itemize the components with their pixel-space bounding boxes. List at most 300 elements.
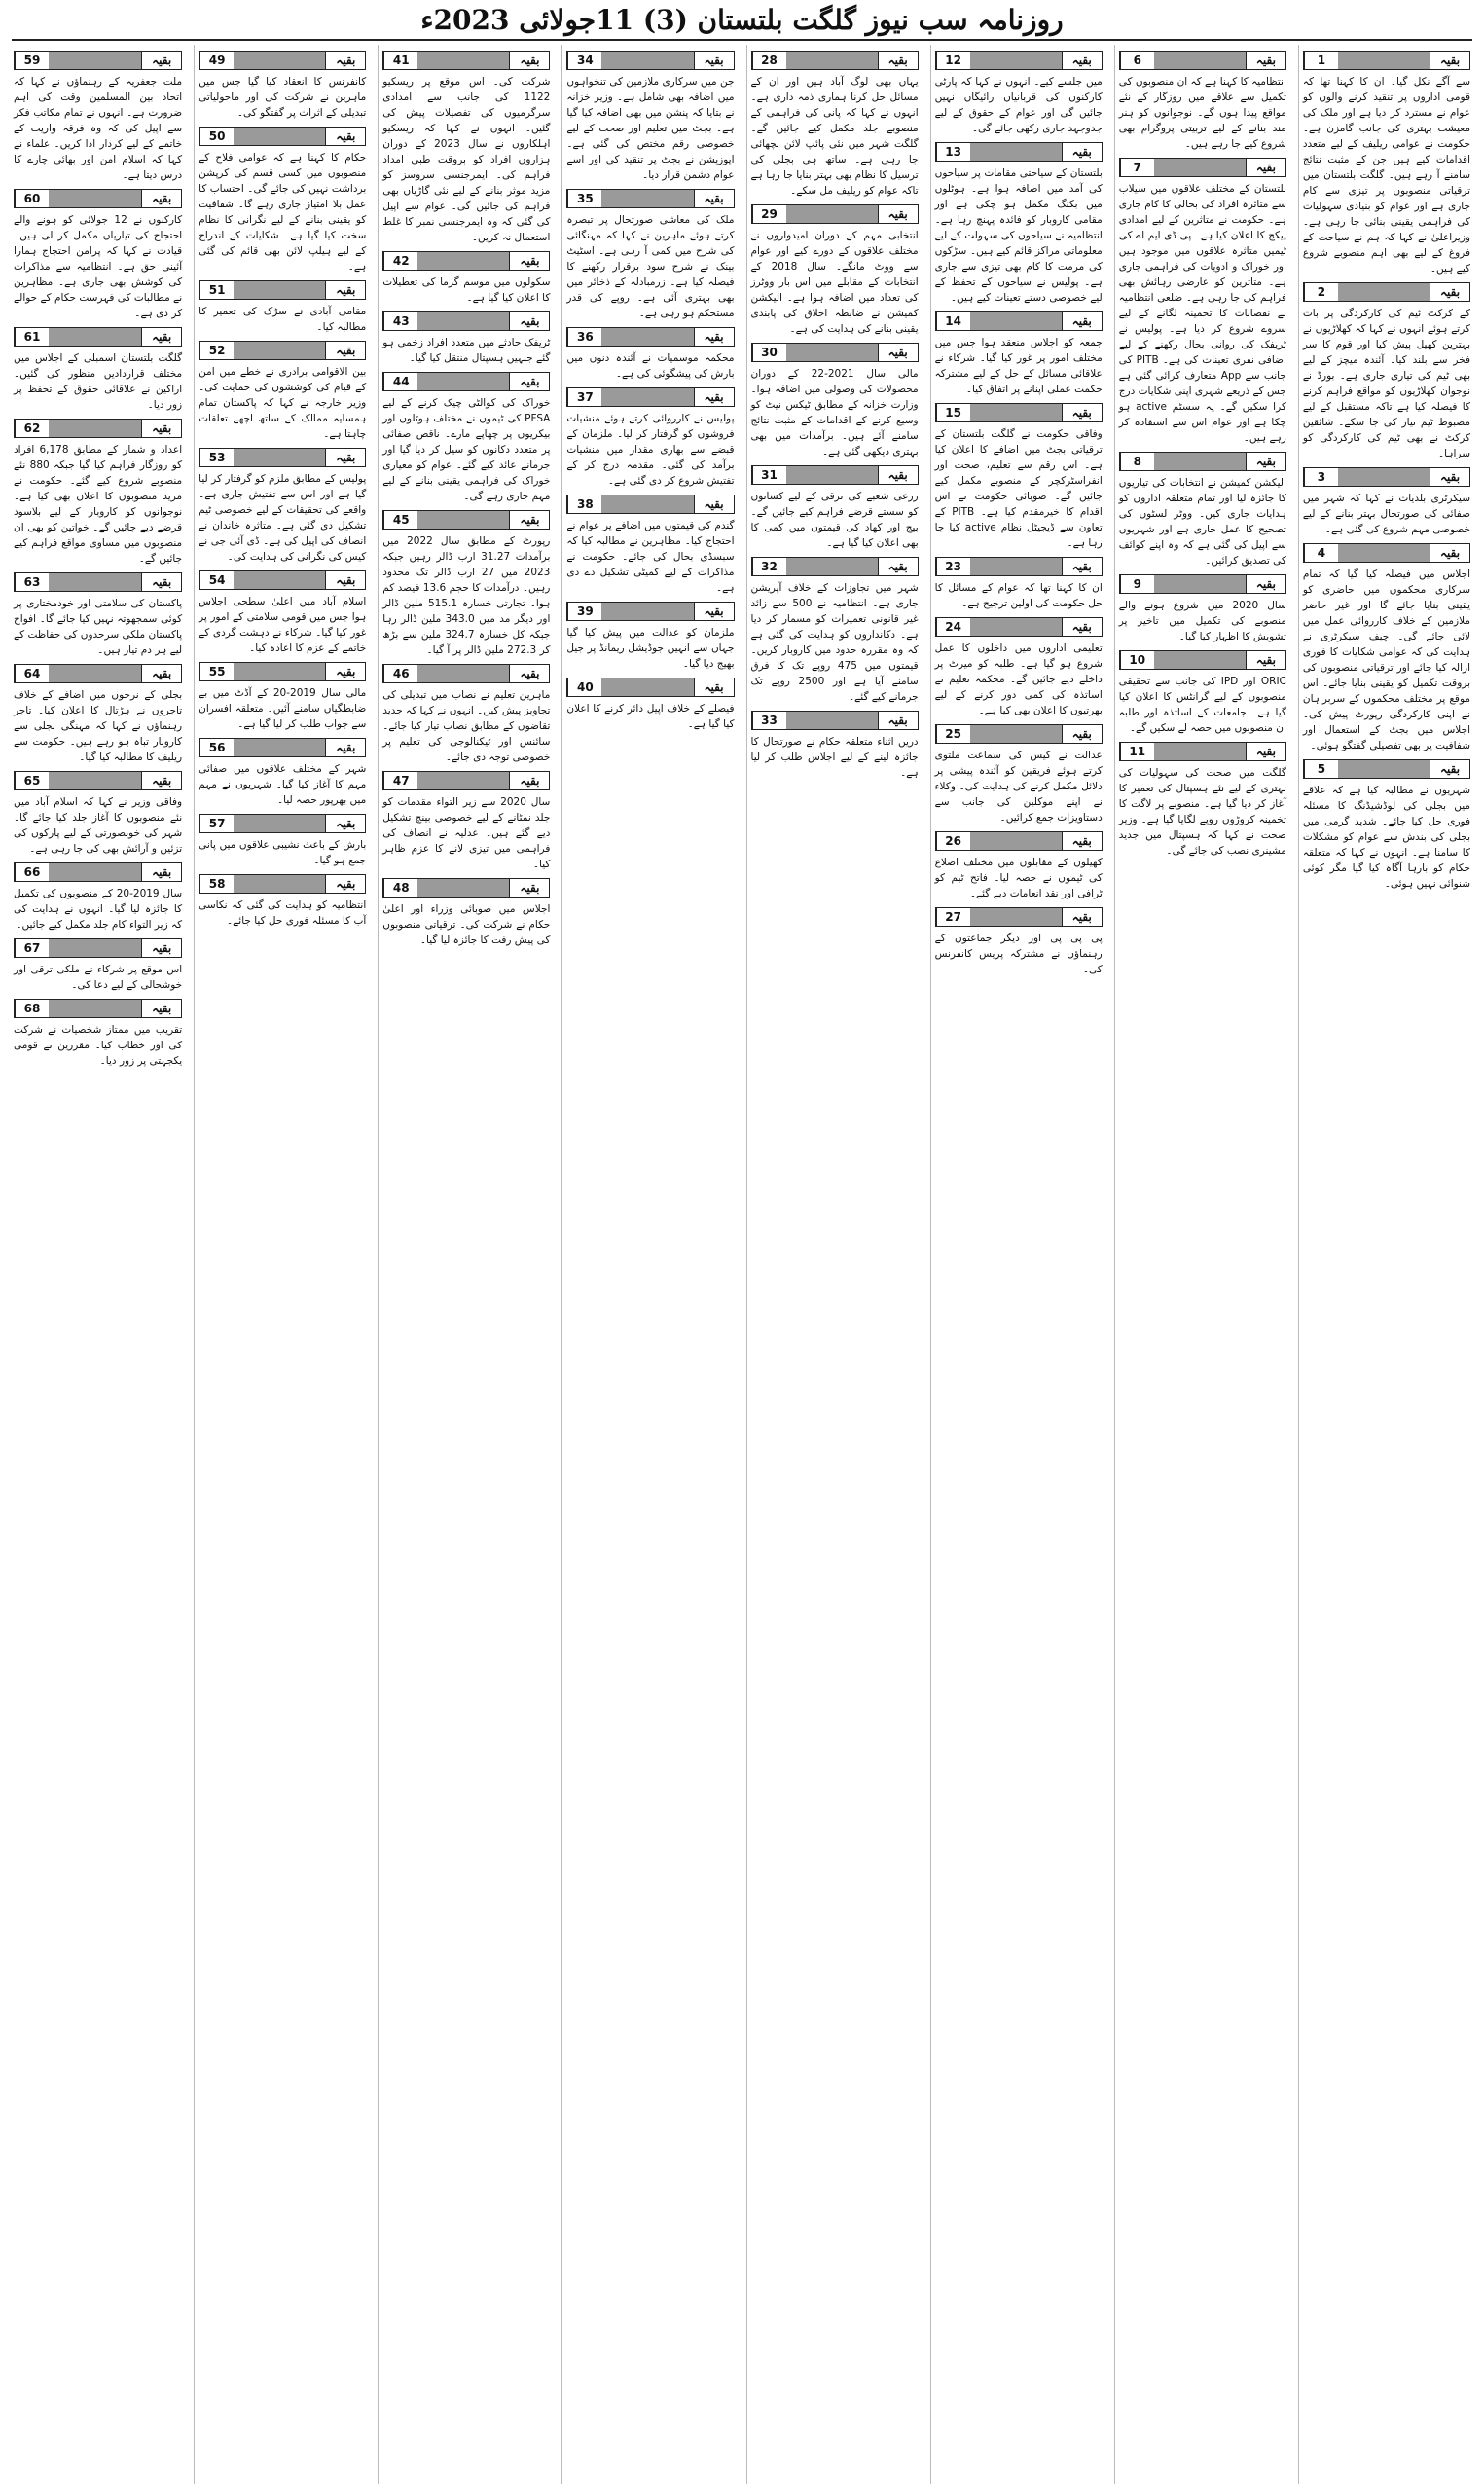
article-text: بارش کے باعث نشیبی علاقوں میں پانی جمع ہو گیا۔ <box>199 839 367 866</box>
header-shade <box>970 908 1062 926</box>
continuation-label: بقیہ <box>694 678 734 696</box>
continuation-number: 4 <box>1304 544 1338 562</box>
continuation-header <box>935 724 1103 744</box>
header-shade <box>1338 283 1430 301</box>
article-text: شرکت کی۔ اس موقع پر ریسکیو 1122 کی جانب سے امدادی سرگرمیوں کی تفصیلات پیش کی گئیں۔ انہوں نے کہا کہ ریسکیو اہلکاروں نے سال 2023 کے دوران ہزاروں افراد کو بروقت طبی امداد فراہم کی۔ ایمرجنسی سروسز کو مزید موثر بنانے کے لیے نئی گاڑیاں بھی فراہم کی جائیں گی۔ عوام سے اپیل کی گئی کہ وہ ایمرجنسی نمبر کا غلط استعمال نہ کریں۔ <box>382 76 551 243</box>
continuation-label: بقیہ <box>878 205 918 223</box>
continuation-label: بقیہ <box>509 879 549 897</box>
continuation-label: بقیہ <box>325 342 365 359</box>
continuation-number: 9 <box>1120 575 1154 593</box>
continuation-number: 65 <box>15 772 49 789</box>
continuation-label: بقیہ <box>694 388 734 406</box>
continuation-number: 32 <box>752 558 786 575</box>
header-shade <box>786 52 878 69</box>
continuation-number: 15 <box>936 404 970 421</box>
continuation-number: 45 <box>383 511 417 529</box>
header-shade <box>234 342 325 359</box>
continuation-label: بقیہ <box>325 739 365 756</box>
article-text: انتخابی مہم کے دوران امیدواروں نے مختلف علاقوں کے دورے کیے اور عوام سے ووٹ مانگے۔ سال 2018 کے انتخابات کے مقابلے میں اس بار ووٹرز کی تعداد میں اضافہ ہوا ہے۔ الیکشن کمیشن نے ضابطہ اخلاق کی پابندی یقینی بنانے کی ہدایت کی ہے۔ <box>750 230 919 335</box>
continuation-label: بقیہ <box>325 128 365 145</box>
continuation-header <box>566 387 734 407</box>
article-text: ان کا کہنا تھا کہ عوام کے مسائل کا حل حکومت کی اولین ترجیح ہے۔ <box>934 582 1103 609</box>
news-column <box>1114 45 1290 2484</box>
continuation-header <box>566 602 734 621</box>
continuation-header <box>382 771 550 790</box>
continuation-number: 62 <box>15 420 49 437</box>
news-column <box>746 45 923 2484</box>
continuation-label: بقیہ <box>141 1000 181 1017</box>
continuation-label: بقیہ <box>1246 743 1285 760</box>
continuation-label: بقیہ <box>141 665 181 682</box>
continuation-number: 54 <box>199 571 234 589</box>
continuation-label: بقیہ <box>509 511 549 529</box>
continuation-header <box>382 878 550 898</box>
header-shade <box>1338 52 1430 69</box>
article-text: کے کرکٹ ٹیم کی کارکردگی پر بات کرتے ہوئے انہوں نے کہا کہ کھلاڑیوں نے بہترین کھیل پیش کیا اور قوم کا سر فخر سے بلند کیا۔ آئندہ میچز کے لیے بھی ٹیم کی تیاری جاری ہے۔ بورڈ نے نوجوان کھلاڑیوں کو مواقع فراہم کرنے کا فیصلہ کیا ہے تاکہ مستقبل کے لیے مضبوط ٹیم تیار کی جا سکے۔ شائقین کرکٹ نے بھی ٹیم کی کارکردگی کو سراہا۔ <box>1302 308 1470 459</box>
continuation-number: 49 <box>199 52 234 69</box>
article-text: وفاقی وزیر نے کہا کہ اسلام آباد میں نئے منصوبوں کا آغاز جلد کیا جائے گا۔ شہر کی خوبصورتی کے لیے پارکوں کی تزئین و آرائش بھی کی جا رہی ہے۔ <box>14 796 183 855</box>
article-text: مالی سال 2019-20 کے آڈٹ میں بے ضابطگیاں سامنے آئیں۔ متعلقہ افسران سے جواب طلب کر لیا گیا ہے۔ <box>199 687 367 730</box>
header-shade <box>601 603 693 620</box>
continuation-number: 23 <box>936 558 970 575</box>
article-text: پولیس کے مطابق ملزم کو گرفتار کر لیا گیا ہے اور اس سے تفتیش جاری ہے۔ واقعے کی تحقیقات کے لیے خصوصی ٹیم تشکیل دی گئی ہے۔ متاثرہ خاندان نے انصاف کی اپیل کی ہے۔ ڈی آئی جی نے کیس کی نگرانی کی ہدایت کی۔ <box>199 473 367 563</box>
header-shade <box>234 571 325 589</box>
continuation-label: بقیہ <box>1430 283 1469 301</box>
continuation-header <box>751 557 919 576</box>
article-text: بلتستان کے مختلف علاقوں میں سیلاب سے متاثرہ افراد کی بحالی کا کام جاری ہے۔ حکومت نے متاثرین کے لیے امدادی پیکج کا اعلان کیا ہے۔ پی ڈی ایم اے کی ٹیمیں متاثرہ علاقوں میں موجود ہیں اور خوراک و ادویات کی فراہمی جاری ہے۔ متاثرین کو عارضی رہائش بھی فراہم کی جا رہی ہے۔ ضلعی انتظامیہ نے نقصانات کا تخمینہ لگانے کے لیے سروے شروع کر دیا ہے۔ پولیس نے ٹریفک کی روانی بحال رکھنے کے لیے اضافی نفری تعینات کی ہے۔ PITB کی جانب سے App متعارف کرائی گئی ہے جس کے ذریعے شہری اپنی شکایات درج کرا سکیں گے۔ یہ سسٹم active ہو چکا ہے اور عوام اس سے استفادہ کر رہے ہیں۔ <box>1118 183 1286 444</box>
article-text: ملت جعفریہ کے رہنماؤں نے کہا کہ اتحاد بین المسلمین وقت کی اہم ضرورت ہے۔ انہوں نے تمام مکاتب فکر سے اپیل کی کہ وہ فرقہ واریت کے خاتمے کے لیے کردار ادا کریں۔ علماء نے کہا کہ اسلام امن اور بھائی چارے کا درس دیتا ہے۔ <box>14 76 183 181</box>
continuation-header <box>935 831 1103 851</box>
news-column <box>930 45 1106 2484</box>
article-text: حکام کا کہنا ہے کہ عوامی فلاح کے منصوبوں میں کسی قسم کی کرپشن برداشت نہیں کی جائے گی۔ احتساب کا عمل بلا امتیاز جاری رہے گا۔ شفافیت کو یقینی بنانے کے لیے نگرانی کا نظام سخت کیا گیا ہے۔ شکایات کے اندراج کے لیے ہیلپ لائن بھی قائم کی گئی ہے۔ <box>199 152 367 273</box>
continuation-number: 25 <box>936 725 970 743</box>
article-text: وفاقی حکومت نے گلگت بلتستان کے ترقیاتی بجٹ میں اضافے کا اعلان کیا ہے۔ اس رقم سے تعلیم، صحت اور انفراسٹرکچر کے منصوبے مکمل کیے جائیں گے۔ صوبائی حکومت نے اس اقدام کا خیرمقدم کیا ہے۔ PITB کے تعاون سے ڈیجیٹل نظام active کیا جا رہا ہے۔ <box>934 428 1103 549</box>
continuation-header <box>1119 742 1286 761</box>
continuation-label: بقیہ <box>325 281 365 299</box>
continuation-number: 31 <box>752 466 786 484</box>
header-shade <box>601 52 693 69</box>
continuation-label: بقیہ <box>878 558 918 575</box>
header-shade <box>234 281 325 299</box>
article-text: ٹریفک حادثے میں متعدد افراد زخمی ہو گئے جنہیں ہسپتال منتقل کیا گیا۔ <box>382 337 551 364</box>
continuation-number: 64 <box>15 665 49 682</box>
continuation-header <box>382 251 550 271</box>
continuation-label: بقیہ <box>878 466 918 484</box>
article-text: سال 2019-20 کے منصوبوں کی تکمیل کا جائزہ لیا گیا۔ انہوں نے ہدایت کی کہ زیر التواء کام جلد مکمل کیے جائیں۔ <box>14 888 183 931</box>
continuation-number: 38 <box>567 495 601 513</box>
header-shade <box>970 52 1062 69</box>
header-shade <box>234 739 325 756</box>
continuation-label: بقیہ <box>509 312 549 330</box>
article-text: شہر میں تجاوزات کے خلاف آپریشن جاری ہے۔ انتظامیہ نے 500 سے زائد غیر قانونی تعمیرات کو مسمار کر دیا ہے۔ دکانداروں کو ہدایت کی گئی ہے کہ وہ مقررہ حدود میں کاروبار کریں۔ قیمتوں میں 475 روپے تک کا فرق سامنے آیا ہے اور 2500 روپے تک جرمانے کیے گئے۔ <box>750 582 919 703</box>
article-text: فیصلے کے خلاف اپیل دائر کرنے کا اعلان کیا گیا ہے۔ <box>566 703 735 730</box>
continuation-header <box>751 343 919 362</box>
article-text: میں جلسے کیے۔ انہوں نے کہا کہ پارٹی کارکنوں کی قربانیاں رائیگاں نہیں جائیں گی اور عوام کے حقوق کے لیے جدوجہد جاری رکھی جائے گی۔ <box>934 76 1103 134</box>
continuation-label: بقیہ <box>694 495 734 513</box>
continuation-label: بقیہ <box>141 863 181 881</box>
continuation-header <box>1303 51 1470 70</box>
masthead: روزنامہ سب نیوز گلگت بلتستان (3) 11جولائی 2023ء <box>420 3 1064 36</box>
article-text: ملک کی معاشی صورتحال پر تبصرہ کرتے ہوئے ماہرین نے کہا کہ مہنگائی کی شرح میں کمی آ رہی ہے۔ اسٹیٹ بینک نے شرح سود برقرار رکھنے کا فیصلہ کیا ہے۔ زرمبادلہ کے ذخائر میں بھی بہتری آئی ہے۔ روپے کی قدر مستحکم ہو رہی ہے۔ <box>566 214 735 319</box>
header-shade <box>234 663 325 680</box>
article-text: مالی سال 2021-22 کے دوران محصولات کی وصولی میں اضافہ ہوا۔ وزارت خزانہ کے مطابق ٹیکس نیٹ کو وسیع کرنے کے اقدامات کے مثبت نتائج سامنے آئے ہیں۔ برآمدات میں بھی بہتری دیکھی گئی ہے۔ <box>750 368 919 458</box>
news-column <box>378 45 554 2484</box>
continuation-number: 51 <box>199 281 234 299</box>
continuation-label: بقیہ <box>878 712 918 729</box>
continuation-header <box>566 51 734 70</box>
continuation-header <box>382 664 550 683</box>
continuation-number: 28 <box>752 52 786 69</box>
article-text: رپورٹ کے مطابق سال 2022 میں برآمدات 31.27 ارب ڈالر رہیں جبکہ 2023 میں 27 ارب ڈالر تک محدود رہیں۔ درآمدات کا حجم 13.6 فیصد کم ہوا۔ تجارتی خسارہ 515.1 ملین ڈالر اور دیگر مد میں 343.0 ملین ڈالر رہا جبکہ کل خسارہ 324.7 ملین سے بڑھ کر 272.3 ملین ڈالر پر آ گیا۔ <box>382 535 551 656</box>
header-shade <box>49 1000 141 1017</box>
continuation-header <box>199 127 366 146</box>
header-shade <box>1338 468 1430 486</box>
article-text: گلگت بلتستان اسمبلی کے اجلاس میں مختلف قراردادیں منظور کی گئیں۔ اراکین نے علاقائی حقوق کے تحفظ پر زور دیا۔ <box>14 352 183 411</box>
continuation-header <box>1119 158 1286 177</box>
continuation-header <box>935 403 1103 422</box>
header-shade <box>970 618 1062 636</box>
continuation-label: بقیہ <box>1062 725 1102 743</box>
continuation-header <box>935 617 1103 637</box>
article-text: محکمہ موسمیات نے آئندہ دنوں میں بارش کی پیشگوئی کی ہے۔ <box>566 352 735 380</box>
continuation-number: 27 <box>936 908 970 926</box>
continuation-label: بقیہ <box>141 772 181 789</box>
continuation-number: 58 <box>199 875 234 893</box>
continuation-number: 60 <box>15 190 49 207</box>
continuation-header <box>751 51 919 70</box>
header-shade <box>1154 52 1246 69</box>
continuation-number: 44 <box>383 373 417 390</box>
continuation-label: بقیہ <box>325 875 365 893</box>
continuation-header <box>1303 759 1470 779</box>
masthead-rule <box>12 39 1472 41</box>
continuation-number: 8 <box>1120 453 1154 470</box>
continuation-header <box>1119 51 1286 70</box>
article-text: پی پی پی اور دیگر جماعتوں کے رہنماؤں نے مشترکہ پریس کانفرنس کی۔ <box>934 933 1103 975</box>
continuation-number: 56 <box>199 739 234 756</box>
header-shade <box>417 511 509 529</box>
header-shade <box>49 939 141 957</box>
article-text: بین الاقوامی برادری نے خطے میں امن کے قیام کی کوششوں کی حمایت کی۔ وزیر خارجہ نے کہا کہ پاکستان تمام ہمسایہ ممالک کے ساتھ اچھے تعلقات چاہتا ہے۔ <box>199 366 367 440</box>
header-shade <box>601 328 693 346</box>
continuation-label: بقیہ <box>509 373 549 390</box>
continuation-label: بقیہ <box>141 328 181 346</box>
continuation-label: بقیہ <box>325 52 365 69</box>
header-shade <box>601 495 693 513</box>
continuation-header <box>566 189 734 208</box>
continuation-label: بقیہ <box>1062 908 1102 926</box>
continuation-number: 50 <box>199 128 234 145</box>
continuation-header <box>14 999 182 1018</box>
continuation-header <box>14 664 182 683</box>
header-shade <box>49 863 141 881</box>
header-shade <box>786 558 878 575</box>
continuation-label: بقیہ <box>1062 832 1102 850</box>
continuation-number: 43 <box>383 312 417 330</box>
continuation-number: 48 <box>383 879 417 897</box>
continuation-number: 6 <box>1120 52 1154 69</box>
article-text: انتظامیہ کا کہنا ہے کہ ان منصوبوں کی تکمیل سے علاقے میں روزگار کے نئے مواقع پیدا ہوں گے۔ نوجوانوں کو ہنر مند بنانے کے لیے تربیتی پروگرام بھی شروع کیے جا رہے ہیں۔ <box>1118 76 1286 150</box>
article-text: سال 2020 میں شروع ہونے والے منصوبے کی تکمیل میں تاخیر پر تشویش کا اظہار کیا گیا۔ <box>1118 600 1286 642</box>
article-text: شہر کے مختلف علاقوں میں صفائی مہم کا آغاز کیا گیا۔ شہریوں نے مہم میں بھرپور حصہ لیا۔ <box>199 763 367 806</box>
continuation-header <box>382 312 550 331</box>
header-shade <box>601 388 693 406</box>
header-shade <box>417 252 509 270</box>
continuation-label: بقیہ <box>878 344 918 361</box>
header-shade <box>417 772 509 789</box>
continuation-label: بقیہ <box>509 665 549 682</box>
article-text: گندم کی قیمتوں میں اضافے پر عوام نے احتجاج کیا۔ مظاہرین نے مطالبہ کیا کہ سبسڈی بحال کی جائے۔ حکومت نے مذاکرات کے لیے کمیٹی تشکیل دے دی ہے۔ <box>566 520 735 594</box>
header-shade <box>234 875 325 893</box>
continuation-number: 59 <box>15 52 49 69</box>
article-text: جن میں سرکاری ملازمین کی تنخواہوں میں اضافہ بھی شامل ہے۔ وزیر خزانہ نے بتایا کہ پنشن میں بھی اضافہ کیا گیا ہے۔ بجٹ میں تعلیم اور صحت کے لیے خصوصی رقم مختص کی گئی ہے۔ اپوزیشن نے بجٹ پر تنقید کی اور اسے عوام دشمن قرار دیا۔ <box>566 76 735 181</box>
article-text: اسلام آباد میں اعلیٰ سطحی اجلاس ہوا جس میں قومی سلامتی کے امور پر غور کیا گیا۔ شرکاء نے دہشت گردی کے خاتمے کے عزم کا اعادہ کیا۔ <box>199 596 367 654</box>
continuation-header <box>14 327 182 347</box>
continuation-header <box>199 448 366 467</box>
continuation-number: 14 <box>936 312 970 330</box>
header-shade <box>1154 651 1246 669</box>
header-shade <box>417 373 509 390</box>
continuation-header <box>1119 452 1286 471</box>
continuation-label: بقیہ <box>325 815 365 832</box>
continuation-label: بقیہ <box>1246 52 1285 69</box>
continuation-number: 35 <box>567 190 601 207</box>
header-shade <box>49 52 141 69</box>
continuation-number: 53 <box>199 449 234 466</box>
continuation-number: 3 <box>1304 468 1338 486</box>
article-text: جمعہ کو اجلاس منعقد ہوا جس میں مختلف امور پر غور کیا گیا۔ شرکاء نے علاقائی مسائل کے حل کے لیے مشترکہ حکمت عملی اپنانے پر اتفاق کیا۔ <box>934 337 1103 395</box>
continuation-number: 63 <box>15 573 49 591</box>
continuation-number: 36 <box>567 328 601 346</box>
continuation-number: 11 <box>1120 743 1154 760</box>
article-text: سال 2020 سے زیر التواء مقدمات کو جلد نمٹانے کے لیے خصوصی بینچ تشکیل دیے گئے ہیں۔ عدلیہ نے انصاف کی فراہمی میں تیزی لانے کا عزم ظاہر کیا۔ <box>382 796 551 870</box>
continuation-header <box>199 814 366 833</box>
header-shade <box>417 879 509 897</box>
header-shade <box>1154 159 1246 176</box>
continuation-header <box>14 572 182 592</box>
header-shade <box>49 665 141 682</box>
header-shade <box>49 420 141 437</box>
continuation-label: بقیہ <box>1062 618 1102 636</box>
article-text: سیکرٹری بلدیات نے کہا کہ شہر میں صفائی کی صورتحال بہتر بنانے کے لیے خصوصی مہم شروع کی گئی ہے۔ <box>1302 493 1470 535</box>
continuation-number: 12 <box>936 52 970 69</box>
header-shade <box>234 52 325 69</box>
continuation-number: 34 <box>567 52 601 69</box>
continuation-number: 40 <box>567 678 601 696</box>
continuation-label: بقیہ <box>1062 143 1102 161</box>
header-shade <box>234 815 325 832</box>
header-shade <box>1154 743 1246 760</box>
continuation-label: بقیہ <box>325 571 365 589</box>
header-shade <box>786 466 878 484</box>
continuation-label: بقیہ <box>1062 558 1102 575</box>
news-column <box>194 45 370 2484</box>
article-text: عدالت نے کیس کی سماعت ملتوی کرتے ہوئے فریقین کو آئندہ پیشی پر دلائل مکمل کرنے کی ہدایت کی۔ وکلاء نے اپنے موکلین کی جانب سے دستاویزات جمع کرائیں۔ <box>934 750 1103 824</box>
continuation-label: بقیہ <box>141 939 181 957</box>
continuation-number: 30 <box>752 344 786 361</box>
continuation-number: 57 <box>199 815 234 832</box>
continuation-number: 39 <box>567 603 601 620</box>
continuation-header <box>14 51 182 70</box>
header-shade <box>49 573 141 591</box>
header-shade <box>1154 575 1246 593</box>
continuation-label: بقیہ <box>1246 575 1285 593</box>
continuation-label: بقیہ <box>1246 651 1285 669</box>
header-shade <box>49 190 141 207</box>
continuation-header <box>382 372 550 391</box>
continuation-header <box>199 738 366 757</box>
continuation-number: 10 <box>1120 651 1154 669</box>
continuation-label: بقیہ <box>1430 544 1469 562</box>
article-text: کارکنوں نے 12 جولائی کو ہونے والے احتجاج کی تیاریاں مکمل کر لی ہیں۔ قیادت نے کہا کہ پرامن احتجاج ہمارا آئینی حق ہے۔ انتظامیہ سے مذاکرات کی کوشش بھی جاری ہے۔ مظاہرین نے مطالبات کی فہرست حکام کے حوالے کر دی ہے۔ <box>13 214 183 319</box>
continuation-number: 24 <box>936 618 970 636</box>
continuation-label: بقیہ <box>694 190 734 207</box>
continuation-number: 41 <box>383 52 417 69</box>
continuation-header <box>1119 650 1286 670</box>
continuation-header <box>751 465 919 485</box>
continuation-header <box>566 327 734 347</box>
continuation-header <box>14 938 182 958</box>
article-text: بلتستان کے سیاحتی مقامات پر سیاحوں کی آمد میں اضافہ ہوا ہے۔ ہوٹلوں میں بکنگ مکمل ہو چکی ہے اور مقامی کاروبار کو فائدہ پہنچ رہا ہے۔ انتظامیہ نے سیاحوں کی سہولت کے لیے معلوماتی مراکز قائم کیے ہیں۔ سڑکوں کی مرمت کا کام بھی تیزی سے جاری ہے۔ پولیس نے سیاحوں کے تحفظ کے لیے خصوصی دستے تعینات کیے ہیں۔ <box>934 167 1103 304</box>
continuation-number: 46 <box>383 665 417 682</box>
header-shade <box>234 128 325 145</box>
continuation-header <box>199 570 366 590</box>
continuation-header <box>199 662 366 681</box>
article-text: انتظامیہ کو ہدایت کی گئی کہ نکاسی آب کا مسئلہ فوری حل کیا جائے۔ <box>199 899 367 927</box>
header-shade <box>786 344 878 361</box>
news-column <box>1298 45 1474 2484</box>
continuation-number: 7 <box>1120 159 1154 176</box>
continuation-header <box>199 280 366 300</box>
header-shade <box>786 712 878 729</box>
article-text: بجلی کے نرخوں میں اضافے کے خلاف تاجروں نے ہڑتال کا اعلان کیا۔ تاجر رہنماؤں نے کہا کہ مہنگی بجلی سے کاروبار تباہ ہو رہے ہیں۔ حکومت سے ریلیف کا مطالبہ کیا گیا۔ <box>14 689 183 763</box>
continuation-label: بقیہ <box>1430 760 1469 778</box>
header-shade <box>970 725 1062 743</box>
article-text: سکولوں میں موسم گرما کی تعطیلات کا اعلان کیا گیا ہے۔ <box>382 276 551 304</box>
continuation-label: بقیہ <box>141 573 181 591</box>
continuation-number: 2 <box>1304 283 1338 301</box>
article-text: ماہرین تعلیم نے نصاب میں تبدیلی کی تجاویز پیش کیں۔ انہوں نے کہا کہ جدید تقاضوں کے مطابق نصاب تیار کیا جائے۔ سائنس اور ٹیکنالوجی کی تعلیم پر خصوصی توجہ دی جائے۔ <box>382 689 551 763</box>
continuation-header <box>566 495 734 514</box>
continuation-header <box>14 862 182 882</box>
continuation-header <box>382 51 550 70</box>
article-text: یہاں بھی لوگ آباد ہیں اور ان کے مسائل حل کرنا ہماری ذمہ داری ہے۔ انہوں نے کہا کہ پانی کی فراہمی کے منصوبے جلد مکمل کیے جائیں گے۔ گلگت شہر میں نئی پائپ لائن بچھائی جا رہی ہے۔ ساتھ ہی بجلی کی ترسیل کا نظام بھی بہتر بنایا جا رہا ہے تاکہ عوام کو ریلیف مل سکے۔ <box>750 76 919 197</box>
continuation-label: بقیہ <box>1062 52 1102 69</box>
continuation-label: بقیہ <box>1246 159 1285 176</box>
continuation-header <box>935 312 1103 331</box>
header-shade <box>786 205 878 223</box>
continuation-header <box>935 557 1103 576</box>
header-shade <box>417 312 509 330</box>
continuation-label: بقیہ <box>1430 52 1469 69</box>
header-shade <box>417 52 509 69</box>
article-text: ORIC اور IPD کی جانب سے تحقیقی منصوبوں کے لیے گرانٹس کا اعلان کیا گیا ہے۔ جامعات کے اساتذہ اور طلبہ ان منصوبوں میں حصہ لے سکیں گے۔ <box>1118 676 1286 734</box>
continuation-number: 67 <box>15 939 49 957</box>
continuation-header <box>935 51 1103 70</box>
article-text: گلگت میں صحت کی سہولیات کی بہتری کے لیے نئے ہسپتال کی تعمیر کا آغاز کر دیا گیا ہے۔ منصوبے پر لاگت کا تخمینہ کروڑوں روپے لگایا گیا ہے۔ وزیر صحت نے کہا کہ ہسپتال میں جدید مشینری نصب کی جائے گی۔ <box>1118 767 1286 857</box>
article-text: خوراک کی کوالٹی چیک کرنے کے لیے PFSA کی ٹیموں نے مختلف ہوٹلوں اور بیکریوں پر چھاپے مارے۔ ناقص صفائی پر متعدد دکانوں کو سیل کر دیا گیا اور جرمانے عائد کیے گئے۔ عوام کو معیاری خوراک کی فراہمی یقینی بنانے کے لیے مہم جاری رہے گی۔ <box>382 397 551 502</box>
continuation-number: 33 <box>752 712 786 729</box>
header-shade <box>970 832 1062 850</box>
article-text: کھیلوں کے مقابلوں میں مختلف اضلاع کی ٹیموں نے حصہ لیا۔ فاتح ٹیم کو ٹرافی اور نقد انعامات دیے گئے۔ <box>934 857 1103 899</box>
continuation-number: 5 <box>1304 760 1338 778</box>
continuation-label: بقیہ <box>141 420 181 437</box>
continuation-header <box>751 204 919 224</box>
article-text: اجلاس میں فیصلہ کیا گیا کہ تمام سرکاری محکموں میں حاضری کو یقینی بنایا جائے گا اور غیر حاضر ملازمین کے خلاف کارروائی عمل میں لائی جائے گی۔ چیف سیکرٹری نے ہدایت کی کہ عوامی شکایات کا فوری ازالہ کیا جائے اور ترقیاتی منصوبوں کی بروقت تکمیل کو یقینی بنایا جائے۔ اس موقع پر مختلف محکموں کے سربراہان نے اپنی کارکردگی رپورٹ پیش کی۔ اجلاس میں بجٹ کے استعمال اور شفافیت پر بھی تفصیلی گفتگو ہوئی۔ <box>1302 568 1470 751</box>
continuation-header <box>1119 574 1286 594</box>
continuation-number: 37 <box>567 388 601 406</box>
continuation-number: 68 <box>15 1000 49 1017</box>
article-text: اعداد و شمار کے مطابق 6,178 افراد کو روزگار فراہم کیا گیا جبکہ 880 نئے منصوبے شروع کیے گئے۔ حکومت نے مزید منصوبوں کا اعلان بھی کیا ہے۔ نوجوانوں کو کاروبار کے لیے بلاسود قرضے دیے جائیں گے۔ خواتین کو بھی ان منصوبوں میں مساوی مواقع فراہم کیے جائیں گے۔ <box>14 444 183 565</box>
continuation-label: بقیہ <box>325 663 365 680</box>
header-shade <box>1154 453 1246 470</box>
continuation-number: 29 <box>752 205 786 223</box>
article-text: دریں اثناء متعلقہ حکام نے صورتحال کا جائزہ لینے کے لیے اجلاس طلب کر لیا ہے۔ <box>750 736 919 779</box>
news-column <box>561 45 738 2484</box>
article-text: تعلیمی اداروں میں داخلوں کا عمل شروع ہو گیا ہے۔ طلبہ کو میرٹ پر داخلے دیے جائیں گے۔ محکمہ تعلیم نے اساتذہ کی کمی دور کرنے کے لیے بھرتیوں کا اعلان بھی کیا ہے۔ <box>934 642 1103 716</box>
continuation-number: 52 <box>199 342 234 359</box>
continuation-number: 13 <box>936 143 970 161</box>
continuation-header <box>14 189 182 208</box>
article-text: زرعی شعبے کی ترقی کے لیے کسانوں کو سستے قرضے فراہم کیے جائیں گے۔ بیج اور کھاد کی قیمتوں میں کمی کا بھی اعلان کیا گیا ہے۔ <box>750 491 919 549</box>
header-shade <box>601 190 693 207</box>
continuation-label: بقیہ <box>1062 404 1102 421</box>
continuation-label: بقیہ <box>694 52 734 69</box>
header-shade <box>970 404 1062 421</box>
header-shade <box>49 772 141 789</box>
continuation-label: بقیہ <box>509 772 549 789</box>
header-shade <box>1338 544 1430 562</box>
article-text: سے آگے نکل گیا۔ ان کا کہنا تھا کہ قومی اداروں پر تنقید کرنے والوں کو عوام نے مسترد کر دیا ہے اور ملک کی معیشت بہتری کی جانب گامزن ہے۔ حکومت نے عوامی ریلیف کے لیے متعدد اقدامات کیے ہیں جن کے مثبت نتائج سامنے آ رہے ہیں۔ گلگت بلتستان میں ترقیاتی منصوبوں پر تیزی سے کام جاری ہے اور عوام کو بنیادی سہولیات کی فراہمی یقینی بنائی جا رہی ہے۔ وزیراعلیٰ نے کہا کہ ہم نے سیاحت کے فروغ کے لیے بھی اہم منصوبے شروع کیے ہیں۔ <box>1302 76 1470 275</box>
continuation-header <box>382 510 550 530</box>
continuation-number: 55 <box>199 663 234 680</box>
header-shade <box>970 312 1062 330</box>
continuation-number: 26 <box>936 832 970 850</box>
article-text: کانفرنس کا انعقاد کیا گیا جس میں ماہرین نے شرکت کی اور ماحولیاتی تبدیلی کے اثرات پر گفتگو کی۔ <box>199 76 367 119</box>
header-shade <box>970 143 1062 161</box>
continuation-label: بقیہ <box>694 603 734 620</box>
article-text: اس موقع پر شرکاء نے ملکی ترقی اور خوشحالی کے لیے دعا کی۔ <box>14 964 183 991</box>
article-text: پاکستان کی سلامتی اور خودمختاری پر کوئی سمجھوتہ نہیں کیا جائے گا۔ افواج پاکستان ملکی سرحدوں کی حفاظت کے لیے ہر دم تیار ہیں۔ <box>14 598 183 656</box>
header-shade <box>234 449 325 466</box>
continuation-number: 42 <box>383 252 417 270</box>
continuation-label: بقیہ <box>1062 312 1102 330</box>
continuation-number: 1 <box>1304 52 1338 69</box>
continuation-number: 66 <box>15 863 49 881</box>
continuation-label: بقیہ <box>141 52 181 69</box>
continuation-number: 61 <box>15 328 49 346</box>
article-text: تقریب میں ممتاز شخصیات نے شرکت کی اور خطاب کیا۔ مقررین نے قومی یکجہتی پر زور دیا۔ <box>14 1024 183 1067</box>
continuation-header <box>751 711 919 730</box>
continuation-header <box>1303 467 1470 487</box>
continuation-label: بقیہ <box>325 449 365 466</box>
continuation-label: بقیہ <box>141 190 181 207</box>
continuation-label: بقیہ <box>878 52 918 69</box>
continuation-header <box>1303 282 1470 302</box>
header-shade <box>417 665 509 682</box>
continuation-header <box>935 907 1103 927</box>
article-text: مقامی آبادی نے سڑک کی تعمیر کا مطالبہ کیا۔ <box>199 306 367 333</box>
continuation-label: بقیہ <box>509 252 549 270</box>
header-shade <box>1338 760 1430 778</box>
header-shade <box>601 678 693 696</box>
news-column <box>10 45 186 2484</box>
article-text: پولیس نے کارروائی کرتے ہوئے منشیات فروشوں کو گرفتار کر لیا۔ ملزمان کے قبضے سے بھاری مقدار میں منشیات برآمد کی گئی۔ مقدمہ درج کر کے تفتیش شروع کر دی گئی ہے۔ <box>566 413 735 487</box>
header-shade <box>49 328 141 346</box>
article-text: ملزمان کو عدالت میں پیش کیا گیا جہاں سے انہیں جوڈیشل ریمانڈ پر جیل بھیج دیا گیا۔ <box>566 627 735 670</box>
article-text: اجلاس میں صوبائی وزراء اور اعلیٰ حکام نے شرکت کی۔ ترقیاتی منصوبوں کی پیش رفت کا جائزہ لیا گیا۔ <box>382 903 551 946</box>
continuation-label: بقیہ <box>1246 453 1285 470</box>
